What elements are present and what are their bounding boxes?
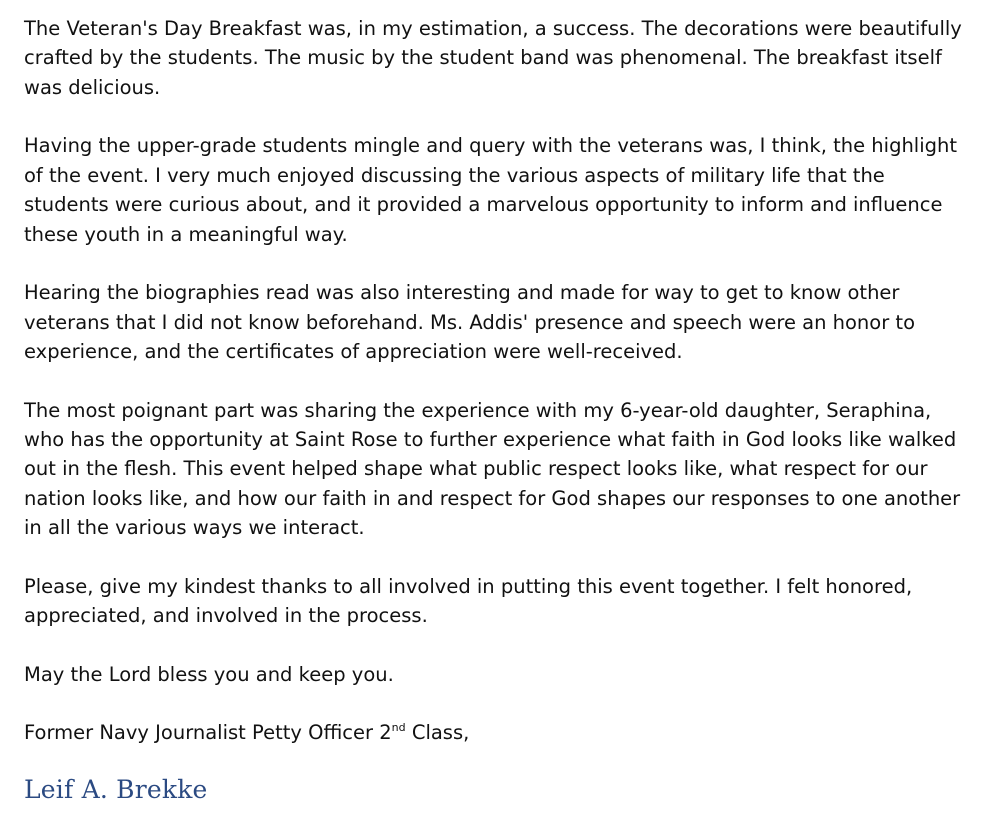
paragraph-breakfast-success: The Veteran's Day Breakfast was, in my estimation, a success. The decorations were beautifully crafted by the students. The music by the student band was phenomenal. The breakfast itself was delicious. [24, 17, 962, 99]
closing-class: Class, [405, 721, 470, 745]
paragraph-daughter: The most poignant part was sharing the experience with my 6-year-old daughter, Seraphina, who has the opportunity at Saint Rose to further experience what faith in God looks like walked out in the flesh. This event helped shape what public respect looks like, what respect for our nation looks like, and how our faith in and respect for God shapes our responses to one another in all the various ways we interact. [24, 398, 961, 540]
closing-line [24, 718, 974, 747]
paragraph-thanks: Please, give my kindest thanks to all involved in putting this event together. I felt honored, appreciated, and involved in the process. [24, 574, 913, 628]
letter-body [24, 14, 974, 777]
closing-ordinal-suffix: nd [391, 721, 406, 735]
paragraph-blessing: May the Lord bless you and keep you. [24, 662, 394, 686]
paragraph-biographies: Hearing the biographies read was also interesting and made for way to get to know other veterans that I did not know beforehand. Ms. Addis' presence and speech were an honor to experience, and the certificates of appreciation were well-received. [24, 281, 916, 364]
closing-rank: Former Navy Journalist Petty Officer 2 [24, 721, 392, 745]
signature: Leif A. Brekke [24, 775, 208, 804]
paragraph-students-mingle: Having the upper-grade students mingle and query with the veterans was, I think, the highlight of the event. I very much enjoyed discussing the various aspects of military life that the students were curious about, and it provided a marvelous opportunity to inform and influence these youth in a meaningful way. [24, 134, 958, 246]
